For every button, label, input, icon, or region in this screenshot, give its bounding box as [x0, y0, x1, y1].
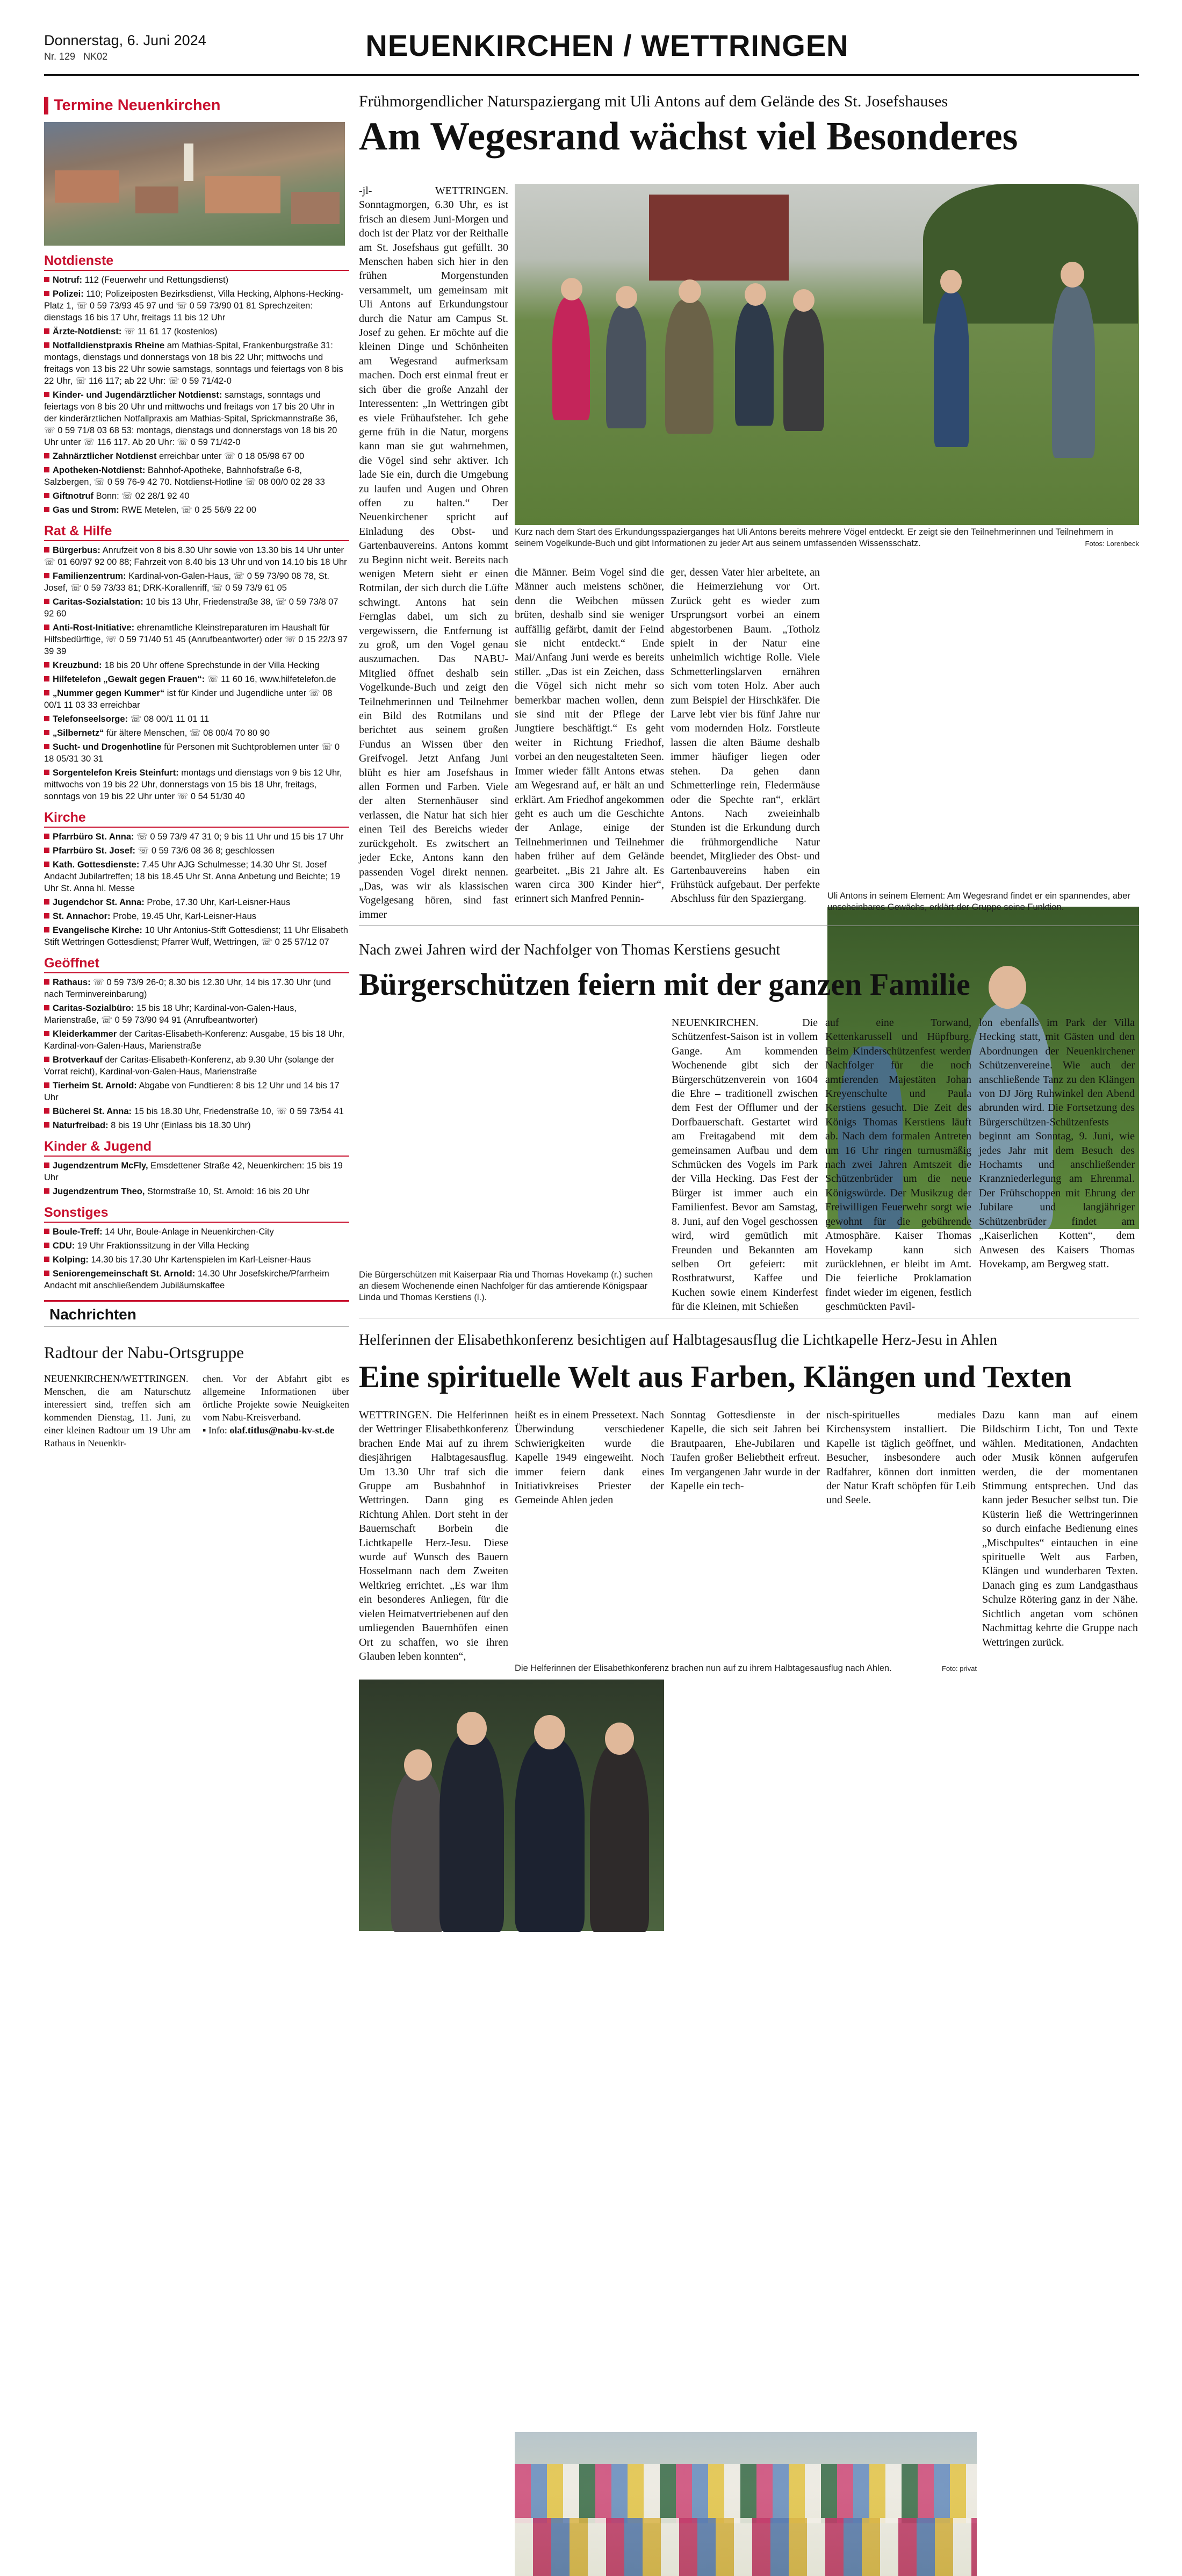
sidebar-entry	[44, 570, 349, 594]
entry-text: 110; Polizeiposten Bezirksdienst, Villa Hecking, Alphons-Hecking-Platz 1, ☏ 0 59 73/93 45 97 und ☏ 0 59 73/90 01 81 Sprechzeiten: dienstags 16 bis 17 Uhr, freitags 11 bis 12 Uhr	[44, 289, 344, 322]
sidebar-entry	[44, 977, 349, 1000]
bullet-square-icon	[44, 730, 49, 735]
bullet-square-icon	[44, 834, 49, 839]
entry-label: Jugendzentrum McFly,	[53, 1161, 148, 1171]
article2-col1: NEUENKIRCHEN. Die Schützenfest-Saison ist in vollem Gange. Am kommenden Wochenende gibt sich der Bürgerschützenverein von 1604 die Ehre – traditionell zwischen dem Fest der Offlumer und der Dorfbauerschaft. Gestartet wird am Freitagabend mit dem gemeinsamen Aufbau und dem Schmücken des Vogels im Park der Villa Hecking. Das Fest der Bürger ist immer auch ein Familienfest. Bevor am Samstag, 8. Juni, auf den Vogel geschossen wird, wird gemütlich mit Freunden und Bekannten am selben Ort gefeiert: mit Rostbratwurst, Kaffee und Kuchen sowie einem Kinderfest für die Kleinen, mit Schießen	[672, 1017, 818, 1313]
entry-label: „Nummer gegen Kummer“	[53, 688, 165, 698]
entry-text: Bahnhof-Apotheke, Bahnhofstraße 6-8, Salzbergen, ☏ 0 59 76-9 42 70. Notdienst-Hotline ☏ 08 00/0 02 28 33	[44, 465, 325, 487]
bullet-square-icon	[44, 507, 49, 512]
article3-kicker: Helferinnen der Elisabethkonferenz besichtigen auf Halbtagesausflug die Lichtkapelle Herz-Jesu in Ahlen	[359, 1332, 997, 1348]
sidebar-entry	[44, 924, 349, 948]
entry-label: Boule-Treff:	[53, 1227, 103, 1237]
sidebar-entry	[44, 859, 349, 894]
sidebar-section-title: Geöffnet	[44, 956, 349, 973]
entry-text: 8 bis 19 Uhr (Einlass bis 18.30 Uhr)	[108, 1121, 251, 1130]
news-col2-text: chen. Vor der Abfahrt gibt es allgemeine Informationen über örtliche Projekte sowie Neuigkeiten vom Nabu-Kreisverband.	[203, 1373, 349, 1423]
article3-headline: Eine spirituelle Welt aus Farben, Klängen und Texten	[359, 1359, 1072, 1394]
bullet-square-icon	[44, 291, 49, 296]
article1-col3: ger, dessen Vater hier arbeitete, an die Heimerziehung vor Ort. Zurück geht es wieder zum Ursprungsort vorbei an einem abgestorbenen Baum. „Totholz spielt in der Natur eine unheimlich wichtige Rolle. Viele Schmetterlingslarven ernähren sich vom toten Holz. Aber auch zum Beispiel der Hirschkäfer. Die Larve lebt vier bis fünf Jahre nur vom modernden Holz. Forstleute lassen die alten Bäume deshalb immer häufiger liegen oder stehen. Da gehen dann Schmetterlinge rein, Fledermäuse oder die Spechte ran“, erklärt Antons. Nach zweieinhalb Stunden ist die Erkundung durch die frühmorgendliche Natur beendet, Mitglieder des Obst- und Gartenbauvereins haben ein Frühstück aufgebaut. Der perfekte Abschluss für den Spaziergang.	[671, 566, 820, 905]
issue-number: Nr. 129	[44, 51, 76, 62]
sidebar-section-title: Notdienste	[44, 253, 349, 271]
sidebar-entry	[44, 687, 349, 711]
news-col2	[203, 1372, 349, 1450]
article3-col4: nisch-spirituelles mediales Kirchensystem installiert. Die Kapelle ist täglich geöffnet, und Besucher, insbesondere auch Radfahrer, können dort inmitten der Natur Kraft schöpfen für Leib und Seele.	[826, 1409, 976, 1506]
sidebar-entry	[44, 741, 349, 765]
bullet-square-icon	[44, 1082, 49, 1088]
sidebar-entry	[44, 389, 349, 448]
entry-text: 112 (Feuerwehr und Rettungsdienst)	[82, 275, 229, 285]
bullet-square-icon	[44, 676, 49, 681]
sidebar-entry	[44, 288, 349, 324]
sidebar-entry	[44, 544, 349, 568]
entry-label: Hilfetelefon „Gewalt gegen Frauen“:	[53, 675, 205, 684]
article2-col3: lon ebenfalls im Park der Villa Hecking statt, mit Gästen und den Abordnungen der Neuenkirchener Schützenvereine. Wie auch der anschließende Tanz zu den Klängen von DJ Jörg Ruhwinkel den Abend abrunden wird. Die Fortsetzung des Bürgerschützen-Schützenfests beginnt am Sonntag, 9. Juni, wie jedes Jahr mit dem Besuch des Hochamts und anschließender Kranzniederlegung am Ehrenmal. Der Frühschoppen mit Ehrung der Jubilare und langjähriger Schützenbrüder findet am „Kaiserlichen Kotten“, dem Anwesen des Kaisers Thomas Hovekamp, am Bergweg statt.	[979, 1017, 1135, 1270]
photo-group-ahlen	[515, 2432, 977, 2576]
entry-text: Kardinal-von-Galen-Haus, ☏ 0 59 73/90 08 78, St. Josef, ☏ 0 59 73/33 81; DRK-Korallenriff, ☏ 0 59 73/9 61 05	[44, 571, 329, 593]
entry-text: ☏ 0 59 73/9 26-0; 8.30 bis 12.30 Uhr, 14 bis 17.30 Uhr (und nach Terminvereinbarung)	[44, 978, 331, 999]
bullet-square-icon	[44, 1057, 49, 1062]
sidebar-entry	[44, 1054, 349, 1078]
entry-text: 10 bis 13 Uhr, Friedenstraße 38, ☏ 0 59 73/8 07 92 60	[44, 597, 338, 619]
article2-caption: Die Bürgerschützen mit Kaiserpaar Ria und Thomas Hovekamp (r.) suchen an diesem Wochenende einen Nachfolger für das amtierende Königspaar Linda und Thomas Kerstiens (l.).	[359, 1270, 653, 1302]
entry-label: „Silbernetz“	[53, 728, 104, 738]
sidebar-entry	[44, 767, 349, 802]
entry-label: Zahnärztlicher Notdienst	[53, 451, 157, 461]
bullet-square-icon	[44, 493, 49, 498]
entry-label: Pfarrbüro St. Josef:	[53, 846, 136, 856]
news-body	[44, 1372, 349, 1450]
bullet-square-icon	[44, 979, 49, 985]
article3-col3: Sonntag Gottesdienste in der Kapelle, die sich seit Jahren bei Brautpaaren, Ehe-Jubilaren und Taufen großer Beliebtheit erfreut. Im vergangenen Jahr wurde in der Kapelle ein tech-	[671, 1409, 820, 1492]
sidebar-entry	[44, 713, 349, 725]
entry-text: für ältere Menschen, ☏ 08 00/4 70 80 90	[104, 728, 270, 738]
entry-label: Kleiderkammer	[53, 1029, 117, 1039]
article2-col2: auf eine Torwand, Kettenkarussell und Hüpfburg. Beim Kinderschützenfest werden Nachfolger für die noch amtierenden Majestäten Johan Kreyenschulte und Paula Kerstiens gesucht. Die Zeit des Königs Thomas Kerstiens läuft ab. Nach dem formalen Antreten um 16 Uhr ringen turnusmäßig nach zwei Jahren Amtszeit die Schützenbrüder um die neue Königswürde. Der Musikzug der Freiwilligen Feuerwehr sorgt wie gewohnt für die gebührende Atmosphäre. Kaiser Thomas Hovekamp kann sich zurücklehnen, er bleibt im Amt. Die feierliche Proklamation findet wieder im eigenen, festlich geschmückten Pavil-	[825, 1017, 971, 1313]
bullet-square-icon	[44, 392, 49, 397]
entry-label: Apotheken-Notdienst:	[53, 465, 146, 475]
news-col1: NEUENKIRCHEN/WETTRINGEN. Menschen, die am Naturschutz interessiert sind, treffen sich am kommenden Dienstag, 11. Juni, zu einer kleinen Radtour um 19 Uhr am Rathaus in Neuenkir-	[44, 1373, 191, 1448]
photo-nature-walk	[515, 184, 1139, 525]
entry-label: Ärzte-Notdienst:	[53, 327, 122, 336]
entry-text: 10 Uhr Antonius-Stift Gottesdienst; 11 Uhr Elisabeth Stift Wettringen Gottesdienst; Pfarrer Wulf, Wettringen, ☏ 0 25 57/12 07	[44, 925, 348, 947]
sidebar-entry	[44, 1028, 349, 1052]
bullet-square-icon	[44, 913, 49, 919]
bullet-square-icon	[44, 716, 49, 721]
entry-text: ☏ 11 61 17 (kostenlos)	[121, 327, 218, 336]
edition-code: NK02	[83, 51, 108, 62]
article-separator	[359, 925, 1139, 926]
article1-caption2: Uli Antons in seinem Element: Am Wegesrand findet er ein spannendes, aber unscheinbares Gewächs, erklärt der Gruppe seine Funktion.	[827, 891, 1130, 912]
entry-label: Caritas-Sozialstation:	[53, 597, 143, 607]
entry-text: 19 Uhr Fraktionssitzung in der Villa Hecking	[75, 1241, 249, 1251]
article3-col1: WETTRINGEN. Die Helferinnen der Wettringer Elisabethkonferenz brachen Ende Mai auf zu ihrem diesjährigen Halbtagesausflug. Um 13.30 Uhr traf sich die Gruppe am Busbahnhof in Wettringen. Dann ging es Richtung Ahlen. Dort steht in der Bauernschaft Borbein die Lichtkapelle Herz-Jesu. Diese wurde auf Wunsch des Bauern Hosselmann nach dem Zweiten Weltkrieg errichtet. „Es war ihm ein besonderes Anliegen, für die vielen Heimatvertriebenen auf den umliegenden Bauernhöfen einen Ort zu schaffen, wo sie ihren Glauben leben konnten“,	[359, 1409, 508, 1662]
bullet-square-icon	[44, 927, 49, 932]
entry-label: Rathaus:	[53, 978, 91, 987]
sidebar-entry	[44, 596, 349, 620]
caption3-text: Die Helferinnen der Elisabethkonferenz brachen nun auf zu ihrem Halbtagesausflug nach Ahlen.	[515, 1663, 892, 1673]
sidebar-entry	[44, 1160, 349, 1183]
entry-label: Familienzentrum:	[53, 571, 126, 581]
caption1-text: Kurz nach dem Start des Erkundungsspazierganges hat Uli Antons bereits mehrere Vögel entdeckt. Er zeigt sie den Teilnehmerinnen und Teilnehmern in seinem Vogelkunde-Buch und gibt Informationen zu jeder Art aus seinem umfassenden Wissensschatz.	[515, 527, 1113, 548]
entry-label: Giftnotruf	[53, 491, 94, 501]
entry-label: Naturfreibad:	[53, 1121, 109, 1130]
sidebar-entry	[44, 1226, 349, 1238]
entry-text: Bonn: ☏ 02 28/1 92 40	[93, 491, 190, 501]
photo-schuetzen	[359, 1680, 664, 1931]
bullet-square-icon	[44, 328, 49, 334]
entry-text: am Mathias-Spital, Frankenburgstraße 31: montags, dienstags und donnerstags von 18 bis 22 Uhr; mittwochs und freitags von 13 bis 22 Uhr sowie samstags, sonntags und feiertags von 8 bis 22 Uhr, ☏ 116 117; ab 22 Uhr: ☏ 0 59 71/42-0	[44, 341, 343, 386]
sidebar-sections	[44, 253, 349, 1291]
bullet-square-icon	[44, 625, 49, 630]
bullet-square-icon	[44, 1243, 49, 1248]
sidebar-entry	[44, 504, 349, 516]
section-title: NEUENKIRCHEN / WETTRINGEN	[365, 28, 849, 62]
entry-label: Notfalldienstpraxis Rheine	[53, 341, 165, 350]
entry-text: montags und dienstags von 9 bis 12 Uhr, mittwochs von 19 bis 22 Uhr, donnerstags von 15 bis 18 Uhr, freitags, sonntags von 19 bis 22 Uhr unter ☏ 0 54 51/30 40	[44, 768, 342, 801]
sidebar-entry	[44, 831, 349, 843]
masthead-rule	[44, 74, 1139, 76]
sidebar-entry	[44, 326, 349, 338]
sidebar-entry	[44, 1120, 349, 1131]
entry-label: Caritas-Sozialbüro:	[53, 1003, 134, 1013]
entry-label: Kath. Gottesdienste:	[53, 860, 140, 870]
sidebar-box-title: Termine Neuenkirchen	[44, 97, 349, 114]
news-head: Nachrichten	[44, 1300, 349, 1327]
sidebar-entry	[44, 673, 349, 685]
sidebar-section-title: Kinder & Jugend	[44, 1139, 349, 1157]
bullet-square-icon	[44, 1188, 49, 1194]
article1-col2: die Männer. Beim Vogel sind die Männer auch meistens schöner, denn die Weibchen müssen brüten, deshalb sind sie weniger auffällig gefärbt, damit der Feind sie nicht entdeckt.“ Ende Mai/Anfang Juni werde es bereits stiller. „Das ist ein Zeichen, dass die Vögel sich nicht mehr so bemerkbar machen wollen, denn sie sind mit der Pflege der Jungtiere beschäftigt.“ Es geht weiter in Richtung Friedhof, vorbei an den neugestalteten Seen. Immer wieder fällt Antons etwas am Wegesrand auf, er hält an und erklärt. Am Friedhof angekommen geht es auch um die Geschichte der Anlage, einige der Teilnehmerinnen und Teilnehmer haben früher auf dem Gelände gearbeitet. „Bis 21 Jahre alt. Es waren circa 300 Kinder hier“, erinnert sich Manfred Pennin-	[515, 566, 664, 905]
entry-text: ☏ 0 59 73/9 47 31 0; 9 bis 11 Uhr und 15 bis 17 Uhr	[134, 832, 344, 842]
entry-label: Bücherei St. Anna:	[53, 1107, 132, 1116]
bullet-square-icon	[44, 467, 49, 472]
sidebar-termine	[44, 91, 349, 1450]
sidebar-entry	[44, 910, 349, 922]
entry-label: Jugendchor St. Anna:	[53, 898, 145, 907]
bullet-square-icon	[44, 862, 49, 867]
article2-headline: Bürgerschützen feiern mit der ganzen Familie	[359, 967, 970, 1002]
bullet-square-icon	[44, 277, 49, 282]
sidebar-entry	[44, 1002, 349, 1026]
entry-text: Abgabe von Fundtieren: 8 bis 12 Uhr und 14 bis 17 Uhr	[44, 1081, 340, 1102]
sidebar-entry	[44, 1240, 349, 1252]
bullet-square-icon	[44, 690, 49, 695]
bullet-square-icon	[44, 453, 49, 458]
sidebar-entry	[44, 340, 349, 387]
entry-label: Sucht- und Drogenhotline	[53, 742, 162, 752]
bullet-square-icon	[44, 1122, 49, 1128]
photo-credit3: Foto: privat	[941, 1664, 977, 1673]
article1-headline: Am Wegesrand wächst viel Besonderes	[359, 114, 1018, 159]
aerial-photo	[44, 122, 345, 246]
sidebar-entry	[44, 1080, 349, 1103]
article3-caption	[515, 1663, 977, 1674]
bullet-square-icon	[44, 342, 49, 348]
sidebar-section-title: Sonstiges	[44, 1205, 349, 1223]
bullet-square-icon	[44, 1108, 49, 1114]
entry-text: Probe, 19.45 Uhr, Karl-Leisner-Haus	[110, 912, 257, 921]
sidebar-entry	[44, 490, 349, 502]
bullet-square-icon	[44, 744, 49, 749]
group-people-row	[515, 2464, 977, 2523]
entry-label: Kinder- und Jugendärztlicher Notdienst:	[53, 390, 222, 400]
entry-text: 14.30 bis 17.30 Uhr Kartenspielen im Karl-Leisner-Haus	[88, 1255, 311, 1265]
entry-text: 15 bis 18.30 Uhr, Friedenstraße 10, ☏ 0 59 73/54 41	[132, 1107, 344, 1116]
bullet-square-icon	[44, 573, 49, 578]
entry-text: der Caritas-Elisabeth-Konferenz, ab 9.30 Uhr (solange der Vorrat reicht), Kardinal-von-Galen-Haus, Marienstraße	[44, 1055, 334, 1077]
entry-text: Anrufzeit von 8 bis 8.30 Uhr sowie von 13.30 bis 14 Uhr unter ☏ 01 60/97 92 00 88; Fahrzeit von 8.40 bis 13 Uhr und von 14.10 bis 18 Uhr	[44, 546, 347, 567]
entry-text: 14 Uhr, Boule-Anlage in Neuenkirchen-City	[102, 1227, 274, 1237]
sidebar-entry	[44, 1186, 349, 1197]
news-title: Radtour der Nabu-Ortsgruppe	[44, 1343, 244, 1362]
entry-label: Anti-Rost-Initiative:	[53, 623, 135, 633]
entry-text: ☏ 0 59 73/6 08 36 8; geschlossen	[135, 846, 275, 856]
masthead-issue	[44, 51, 107, 62]
news-info-label: ▪ Info:	[203, 1425, 227, 1436]
entry-text: RWE Metelen, ☏ 0 25 56/9 22 00	[119, 505, 256, 515]
barn-shape	[649, 195, 789, 281]
entry-text: ehrenamtliche Kleinstreparaturen im Haushalt für Hilfsbedürftige, ☏ 0 59 71/40 51 45 (Anrufbeantworter) oder ☏ 0 15 22/3 97 39 39	[44, 623, 348, 656]
entry-label: Pfarrbüro St. Anna:	[53, 832, 134, 842]
sidebar-section-title: Kirche	[44, 810, 349, 828]
bullet-square-icon	[44, 848, 49, 853]
bullet-square-icon	[44, 1005, 49, 1010]
entry-text: Stormstraße 10, St. Arnold: 16 bis 20 Uhr	[145, 1187, 309, 1196]
entry-label: Kolping:	[53, 1255, 89, 1265]
entry-label: Notruf:	[53, 275, 82, 285]
bullet-square-icon	[44, 770, 49, 775]
sidebar-entry	[44, 659, 349, 671]
entry-label: Seniorengemeinschaft St. Arnold:	[53, 1269, 196, 1279]
sidebar-entry	[44, 274, 349, 286]
entry-text: 18 bis 20 Uhr offene Sprechstunde in der Villa Hecking	[102, 661, 320, 670]
entry-label: St. Annachor:	[53, 912, 111, 921]
bullet-square-icon	[44, 1257, 49, 1262]
entry-label: CDU:	[53, 1241, 75, 1251]
entry-label: Telefonseelsorge:	[53, 714, 128, 724]
entry-text: 15 bis 18 Uhr; Kardinal-von-Galen-Haus, Marienstraße, ☏ 0 59 73/90 94 91 (Anrufbeantworter)	[44, 1003, 297, 1025]
sidebar-section-title: Rat & Hilfe	[44, 523, 349, 541]
bullet-square-icon	[44, 1271, 49, 1276]
sidebar-entry	[44, 450, 349, 462]
article2-kicker: Nach zwei Jahren wird der Nachfolger von Thomas Kerstiens gesucht	[359, 942, 780, 958]
sidebar-entry	[44, 1106, 349, 1117]
entry-text: ☏ 08 00/1 11 01 11	[127, 714, 210, 724]
masthead-date: Donnerstag, 6. Juni 2024	[44, 32, 206, 48]
entry-label: Evangelische Kirche:	[53, 925, 142, 935]
entry-text: 14.30 Uhr Josefskirche/Pfarrheim Andacht mit anschließendem Jubiläumskaffee	[44, 1269, 329, 1290]
bullet-square-icon	[44, 1229, 49, 1234]
sidebar-entry	[44, 727, 349, 739]
entry-text: erreichbar unter ☏ 0 18 05/98 67 00	[156, 451, 305, 461]
entry-label: Jugendzentrum Theo,	[53, 1187, 145, 1196]
entry-text: Probe, 17.30 Uhr, Karl-Leisner-Haus	[144, 898, 291, 907]
entry-label: Sorgentelefon Kreis Steinfurt:	[53, 768, 179, 778]
sidebar-entry	[44, 845, 349, 857]
article1-col1: -jl- WETTRINGEN. Sonntagmorgen, 6.30 Uhr, es ist frisch an diesem Juni-Morgen und doch ist der Platz vor der Reithalle am St. Josefshaus gut gefüllt. 30 Menschen haben sich hier in den frühen Morgenstunden versammelt, um gemeinsam mit Uli Antons auf Erkundungstour durch die Natur am Campus St. Josef zu gehen. Er möchte auf die kleinen Dinge und Schönheiten am Wegesrand aufmerksam machen. Doch erst einmal freut er sich über die große Anzahl der Interessenten: „In Wettringen gibt es viele Frühaufsteher. Ich gehe gerne früh in die Natur, morgens kann man sie gut wahrnehmen, die Vögel sind sehr aktiver. Ich lade Sie ein, durch die Umgebung zu laufen und Augen und Ohren offen zu halten.“ Der Neuenkirchener spricht auf Einladung des Obst- und Gartenbauvereins. Antons kommt zu Beginn nicht weit. Bereits nach wenigen Metern sieht er einen Rotmilan, der sich durch die Lüfte schwingt. Antons hat sein Fernglas dabei, um sich zu vergewissern, die Entfernung ist zu groß, um den Vogel genau auszumachen. Das NABU-Mitglied öffnet deshalb sein Vogelkunde-Buch und zeigt den Teilnehmerinnen und Teilnehmer ein Bild des Rotmilans und berichtet aus seinem großen Fundus an Wissen über den Greifvogel. Jetzt Anfang Juni blüht es hier am Josefshaus in allen Formen und Farben. Viele der alten Sternenhäuser sind verlassen, die Natur hat sich hier einen Teil des Bereichs wieder zurückgeholt. Es zwitschert an jeder Ecke, Antons kann den passenden Vogel direkt nennen. „Das, was wir als klassischen Vogelgesang hören, sind fast immer	[359, 185, 508, 921]
bullet-square-icon	[44, 662, 49, 668]
sidebar-entry	[44, 622, 349, 657]
entry-text: ist für Kinder und Jugendliche unter ☏ 08 00/1 11 03 33 erreichbar	[44, 688, 333, 710]
article3-col2: heißt es in einem Pressetext. Nach Überwindung verschiedener Schwierigkeiten wurde die Kapelle 1949 eingeweiht. Noch immer feiern dank eines Initiativkreises Priester der Gemeinde Ahlen jeden	[515, 1409, 664, 1506]
entry-label: Brotverkauf	[53, 1055, 103, 1065]
entry-text: für Personen mit Suchtproblemen unter ☏ 0 18 05/31 30 31	[44, 742, 340, 764]
entry-text: ☏ 11 60 16, www.hilfetelefon.de	[205, 675, 336, 684]
article1-caption1	[515, 527, 1139, 549]
bullet-square-icon	[44, 1031, 49, 1036]
entry-text: 7.45 Uhr AJG Schulmesse; 14.30 Uhr St. Josef Andacht Jubilartreffen; 18 bis 18.45 Uhr St. Anna Anbetung und Beichte; 19 Uhr St. Anna hl. Messe	[44, 860, 341, 893]
entry-label: Gas und Strom:	[53, 505, 119, 515]
entry-label: Kreuzbund:	[53, 661, 102, 670]
bullet-square-icon	[44, 899, 49, 905]
entry-text: der Caritas-Elisabeth-Konferenz: Ausgabe, 15 bis 18 Uhr, Kardinal-von-Galen-Haus, Marienstraße	[44, 1029, 344, 1051]
sidebar-entry	[44, 1268, 349, 1291]
entry-label: Tierheim St. Arnold:	[53, 1081, 137, 1090]
entry-text: samstags, sonntags und feiertags von 8 bis 20 Uhr und mittwochs und freitags von 17 bis 20 Uhr in der kinderärztlichen Notfallpraxis am Mathias-Spital, Sprickmannstraße 36, ☏ 0 59 71/8 03 68 53: montags, dienstags und donnerstags von 18 bis 20 Uhr unter ☏ 116 117. Ab 20 Uhr: ☏ 0 59 71/42-0	[44, 390, 338, 447]
entry-text: Emsdettener Straße 42, Neuenkirchen: 15 bis 19 Uhr	[44, 1161, 343, 1182]
bullet-square-icon	[44, 547, 49, 552]
article1-kicker: Frühmorgendlicher Naturspaziergang mit Uli Antons auf dem Gelände des St. Josefshauses	[359, 92, 948, 110]
group-people-front	[515, 2518, 977, 2576]
entry-label: Bürgerbus:	[53, 546, 100, 555]
article3-col5: Dazu kann man auf einem Bildschirm Licht, Ton und Texte wählen. Meditationen, Andachten oder Musik können aufgerufen werden, die der momentanen Stimmung entsprechen. Und das kann jeder Besucher selbst tun. Die Küsterin ließ die Wettringerinnen so durch einfache Bedienung eines „Mischpultes“ eintauchen in eine spirituelle Welt aus Farben, Klängen und wunderbaren Texten. Danach ging es zum Landgasthaus Schulze Rötering ganz in der Nähe. Sichtlich angetan vom schönen Nachmittag kehrte die Gruppe nach Wettringen zurück.	[982, 1409, 1138, 1648]
sidebar-entry	[44, 896, 349, 908]
bullet-square-icon	[44, 599, 49, 604]
sidebar-entry	[44, 464, 349, 488]
photo-credit1: Fotos: Lorenbeck	[1085, 540, 1139, 548]
sidebar-entry	[44, 1254, 349, 1266]
news-info-email[interactable]: olaf.titlus@nabu-kv-st.de	[229, 1425, 335, 1436]
entry-label: Polizei:	[53, 289, 84, 299]
bullet-square-icon	[44, 1163, 49, 1168]
